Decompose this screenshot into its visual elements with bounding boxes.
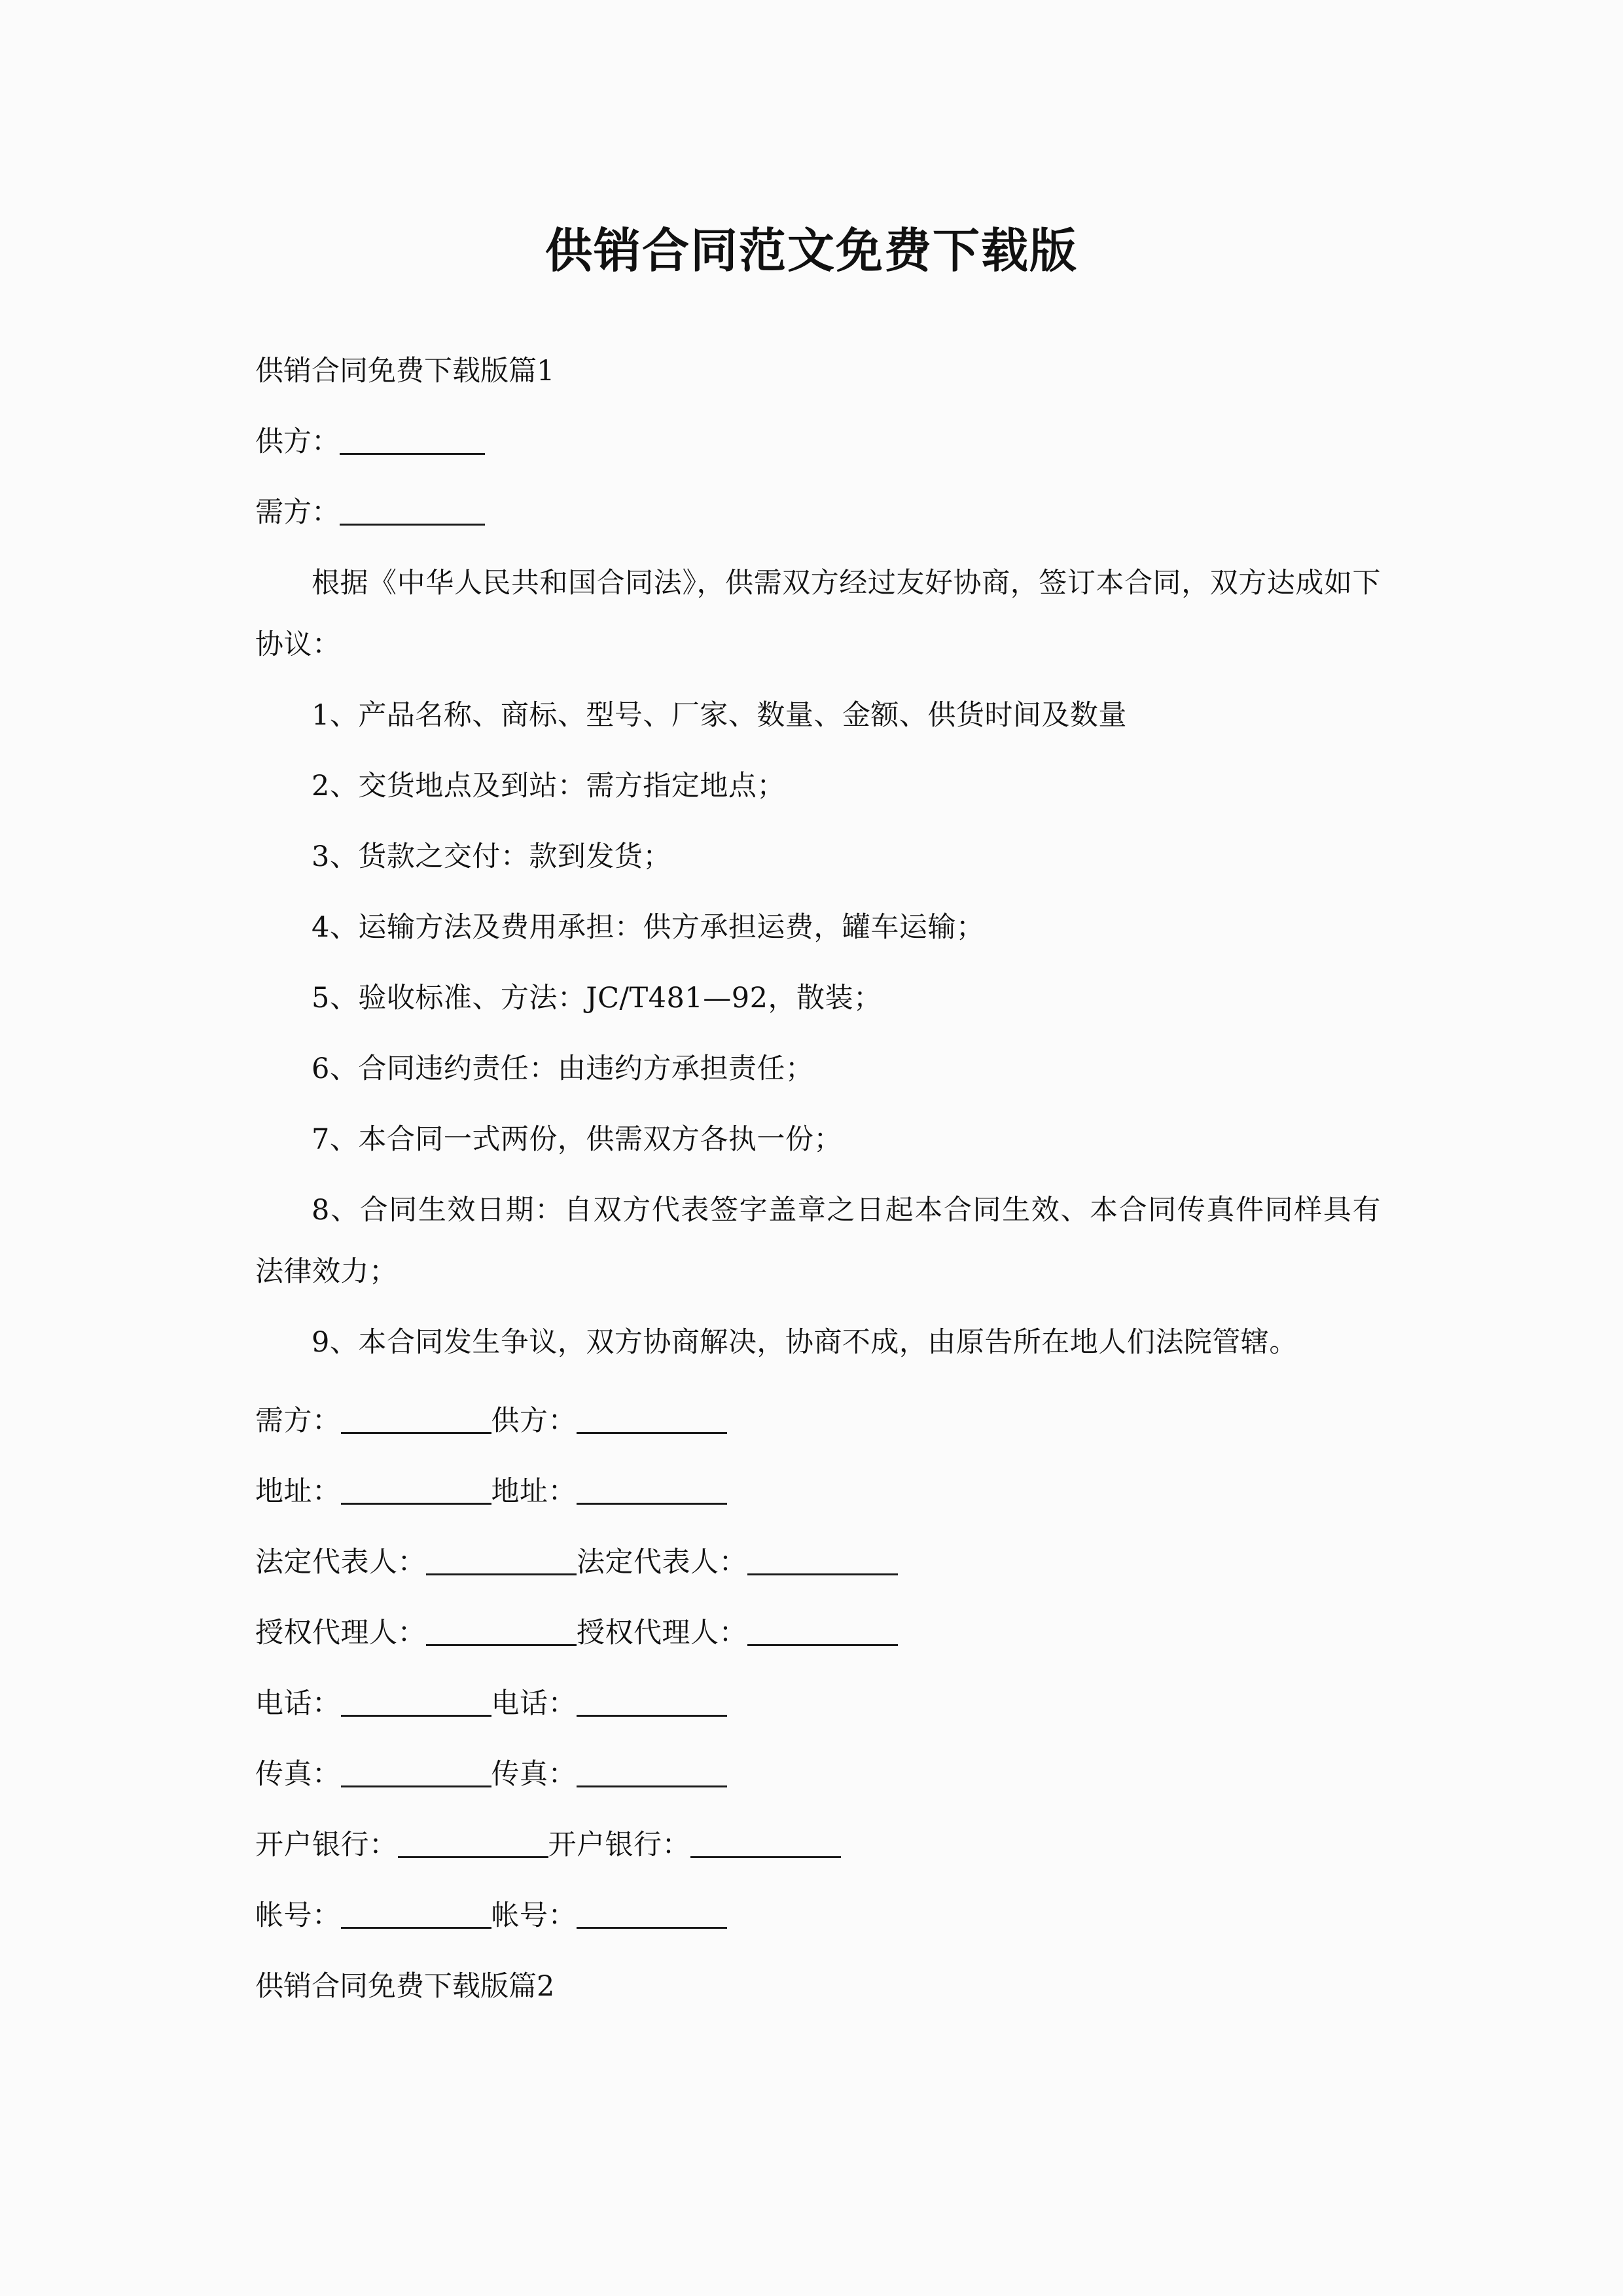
sig-left-blank[interactable] — [426, 1644, 577, 1646]
sig-left-label: 开户银行： — [255, 1829, 398, 1861]
buyer-label: 需方： — [255, 496, 340, 529]
sig-right-label: 法定代表人： — [577, 1546, 747, 1579]
sig-right-blank[interactable] — [577, 1432, 727, 1434]
clause-item: 4、运输方法及费用承担：供方承担运费，罐车运输； — [312, 911, 985, 944]
sig-left-blank[interactable] — [426, 1573, 577, 1575]
page-title: 供销合同范文免费下载版 — [544, 223, 1078, 279]
sig-right-label: 电话： — [491, 1687, 577, 1720]
table-row — [255, 1532, 1381, 1593]
clause-item: 1、产品名称、商标、型号、厂家、数量、金额、供货时间及数量 — [312, 699, 1127, 732]
signature-block — [255, 1390, 1381, 1946]
sig-left-label: 帐号： — [255, 1899, 341, 1932]
supplier-label: 供方： — [255, 425, 340, 458]
table-row — [255, 1885, 1381, 1946]
clause-item: 5、验收标准、方法：JC/T481—92，散装； — [312, 982, 882, 1014]
sig-right-label: 开户银行： — [548, 1829, 690, 1861]
clause-item: 7、本合同一式两份，供需双方各执一份； — [312, 1123, 842, 1156]
sig-right-blank[interactable] — [747, 1573, 898, 1575]
sig-right-label: 供方： — [491, 1405, 577, 1437]
sig-right-label: 传真： — [491, 1758, 577, 1791]
sig-left-label: 地址： — [255, 1475, 341, 1508]
sig-right-label: 授权代理人： — [577, 1617, 747, 1649]
sig-right-blank[interactable] — [690, 1856, 841, 1858]
clause-item: 9、本合同发生争议，双方协商解决，协商不成，由原告所在地人们法院管辖。 — [312, 1326, 1298, 1359]
clause-item: 8、合同生效日期：自双方代表签字盖章之日起本合同生效、本合同传真件同样具有法律效力； — [255, 1194, 1381, 1288]
supplier-field-row — [255, 411, 1381, 473]
section-heading-2: 供销合同免费下载版篇2 — [255, 1970, 555, 2003]
preamble-paragraph: 根据《中华人民共和国合同法》，供需双方经过友好协商，签订本合同，双方达成如下协议： — [255, 567, 1381, 661]
section-heading-1: 供销合同免费下载版篇1 — [255, 355, 555, 387]
sig-right-blank[interactable] — [577, 1927, 727, 1929]
sig-left-blank[interactable] — [341, 1503, 491, 1505]
clause-item: 2、交货地点及到站：需方指定地点； — [312, 770, 785, 802]
clause-item: 6、合同违约责任：由违约方承担责任； — [312, 1052, 814, 1085]
sig-left-label: 传真： — [255, 1758, 341, 1791]
table-row — [255, 1744, 1381, 1805]
sig-right-blank[interactable] — [577, 1785, 727, 1787]
sig-right-blank[interactable] — [747, 1644, 898, 1646]
sig-left-label: 法定代表人： — [255, 1546, 426, 1579]
sig-left-blank[interactable] — [341, 1432, 491, 1434]
sig-left-blank[interactable] — [341, 1927, 491, 1929]
table-row — [255, 1390, 1381, 1452]
supplier-blank[interactable] — [340, 453, 485, 455]
table-row — [255, 1673, 1381, 1734]
sig-right-label: 地址： — [491, 1475, 577, 1508]
sig-right-blank[interactable] — [577, 1715, 727, 1717]
buyer-blank[interactable] — [340, 524, 485, 526]
sig-right-label: 帐号： — [491, 1899, 577, 1932]
sig-left-label: 需方： — [255, 1405, 341, 1437]
sig-left-blank[interactable] — [341, 1715, 491, 1717]
table-row — [255, 1461, 1381, 1522]
sig-left-label: 电话： — [255, 1687, 341, 1720]
sig-left-blank[interactable] — [398, 1856, 548, 1858]
table-row — [255, 1814, 1381, 1876]
sig-left-blank[interactable] — [341, 1785, 491, 1787]
sig-right-blank[interactable] — [577, 1503, 727, 1505]
buyer-field-row — [255, 482, 1381, 543]
table-row — [255, 1602, 1381, 1664]
document-body — [255, 340, 1381, 2017]
sig-left-label: 授权代理人： — [255, 1617, 426, 1649]
clause-item: 3、货款之交付：款到发货； — [312, 840, 671, 873]
